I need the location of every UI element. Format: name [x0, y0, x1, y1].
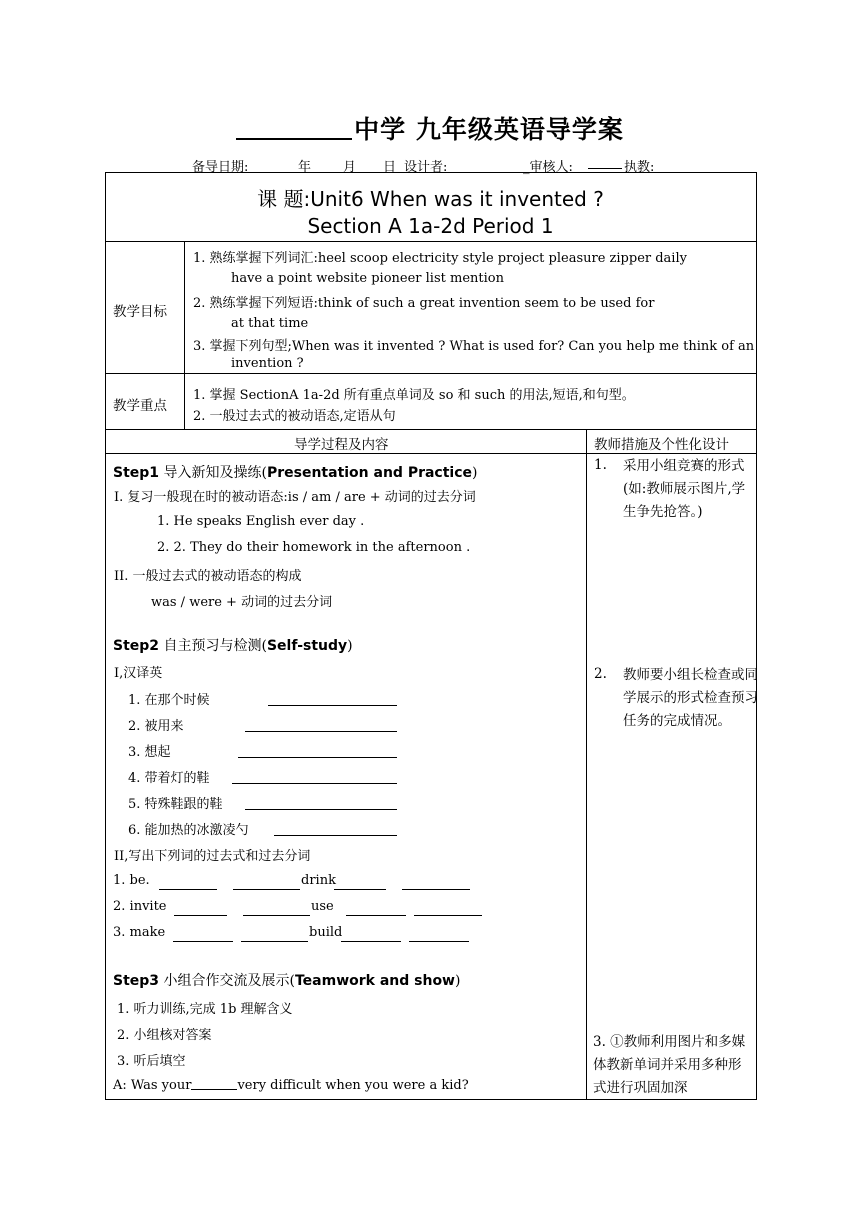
translate-item-1: 1. 在那个时候 [128, 693, 210, 708]
step1-rule: was / were + 动词的过去分词 [151, 595, 333, 610]
verb-blank-2d[interactable] [414, 900, 482, 919]
page-title-text: 中学 九年级英语导学案 [354, 115, 624, 144]
step2-part1: I,汉译英 [114, 666, 163, 681]
content-column-header: 导学过程及内容 [294, 437, 389, 453]
verb-blank-2a[interactable] [174, 900, 227, 919]
dialog-line: A: Was your very difficult when you were a kid? [113, 1078, 469, 1093]
step1-example-2: 2. 2. They do their homework in the afternoon . [157, 540, 471, 555]
answer-blank-6[interactable] [274, 820, 397, 839]
answer-blank-5[interactable] [245, 794, 397, 813]
translate-item-3: 3. 想起 [128, 745, 171, 760]
objective-2: 2. 熟练掌握下列短语:think of such a great invention seem to be used for [193, 296, 655, 311]
step3-item-3: 3. 听后填空 [117, 1054, 186, 1069]
topic-line-1: 课 题:Unit6 When was it invented ? [257, 187, 604, 211]
label-column-line [184, 241, 185, 429]
keypoint-2: 2. 一般过去式的被动语态,定语从句 [193, 409, 396, 424]
step1-part1: I. 复习一般现在时的被动语态:is / am / are + 动词的过去分词 [114, 490, 476, 505]
objective-3: 3. 掌握下列句型;When was it invented ? What is used for? Can you help me think of an [193, 339, 755, 354]
verb-blank-3c[interactable] [341, 926, 401, 945]
verb-blank-1b[interactable] [233, 874, 300, 893]
translate-item-2: 2. 被用来 [128, 719, 184, 734]
verb-blank-3d[interactable] [409, 926, 469, 945]
teacher-column-header: 教师措施及个性化设计 [594, 437, 729, 453]
side-note-1: 采用小组竞赛的形式(如:教师展示图片,学生争先抢答。) [623, 458, 746, 520]
step1-example-1: 1. He speaks English ever day . [157, 514, 365, 529]
teacher-label: 执教: [624, 160, 655, 175]
side-column-line [586, 429, 587, 1099]
topic-line-2: Section A 1a-2d Period 1 [307, 214, 554, 238]
page-title [0, 110, 860, 146]
school-name-blank [236, 114, 352, 140]
verb-row-2-a: 2. invite [113, 899, 167, 914]
objective-3-cont: invention ? [231, 356, 304, 371]
month-label: 月 [343, 160, 357, 175]
objective-2-cont: at that time [231, 316, 309, 331]
verb-blank-3a[interactable] [173, 926, 233, 945]
step2-part2: II,写出下列词的过去式和过去分词 [114, 849, 311, 864]
verb-row-2-b: use [311, 899, 334, 914]
prep-date-label: 备导日期: [192, 160, 249, 175]
dialog-blank[interactable] [191, 1077, 237, 1090]
keypoint-1: 1. 掌握 SectionA 1a-2d 所有重点单词及 so 和 such 的用法,短语,和句型。 [193, 388, 635, 403]
step1-part2: II. 一般过去式的被动语态的构成 [114, 569, 302, 584]
keypoints-label: 教学重点 [113, 398, 167, 414]
objective-1: 1. 熟练掌握下列词汇:heel scoop electricity style project pleasure zipper daily [193, 251, 687, 266]
step3-title: Step3 小组合作交流及展示(Teamwork and show) [113, 973, 461, 989]
step3-item-1: 1. 听力训练,完成 1b 理解含义 [117, 1002, 293, 1017]
verb-blank-1a[interactable] [159, 874, 217, 893]
verb-row-3-a: 3. make [113, 925, 166, 940]
verb-row-1-a: 1. be. [113, 873, 150, 888]
objectives-divider [105, 373, 756, 374]
verb-blank-1c[interactable] [334, 874, 386, 893]
verb-blank-1d[interactable] [402, 874, 470, 893]
head-divider [105, 453, 756, 454]
keypoints-divider [105, 429, 756, 430]
step1-title: Step1 导入新知及操练(Presentation and Practice) [113, 465, 478, 481]
reviewer-blank [588, 156, 622, 172]
answer-blank-2[interactable] [245, 716, 397, 735]
side-note-2-number: 2. [594, 666, 607, 682]
step3-item-2: 2. 小组核对答案 [117, 1028, 212, 1043]
verb-row-1-b: drink [301, 873, 336, 888]
side-note-2: 教师要小组长检查或同学展示的形式检查预习任务的完成情况。 [623, 667, 758, 729]
answer-blank-3[interactable] [238, 742, 397, 761]
reviewer-label: _审核人: [523, 160, 573, 175]
translate-item-5: 5. 特殊鞋跟的鞋 [128, 797, 223, 812]
side-note-3: 3. ①教师利用图片和多媒体教新单词并采用多种形式进行巩固加深 [593, 1034, 746, 1096]
answer-blank-1[interactable] [268, 690, 397, 709]
verb-blank-3b[interactable] [241, 926, 308, 945]
answer-blank-4[interactable] [232, 768, 397, 787]
side-note-1-number: 1. [594, 457, 607, 473]
verb-row-3-b: build [309, 925, 343, 940]
objective-1-cont: have a point website pioneer list mention [231, 271, 504, 286]
year-label: 年 [298, 160, 312, 175]
translate-item-4: 4. 带着灯的鞋 [128, 771, 210, 786]
day-label: 日 [383, 160, 397, 175]
translate-item-6: 6. 能加热的冰激凌勺 [128, 823, 249, 838]
verb-blank-2c[interactable] [346, 900, 406, 919]
step2-title: Step2 自主预习与检测(Self-study) [113, 638, 353, 654]
verb-blank-2b[interactable] [243, 900, 310, 919]
objectives-label: 教学目标 [113, 304, 167, 320]
topic-divider [105, 241, 756, 242]
designer-label: 设计者: [404, 160, 448, 175]
